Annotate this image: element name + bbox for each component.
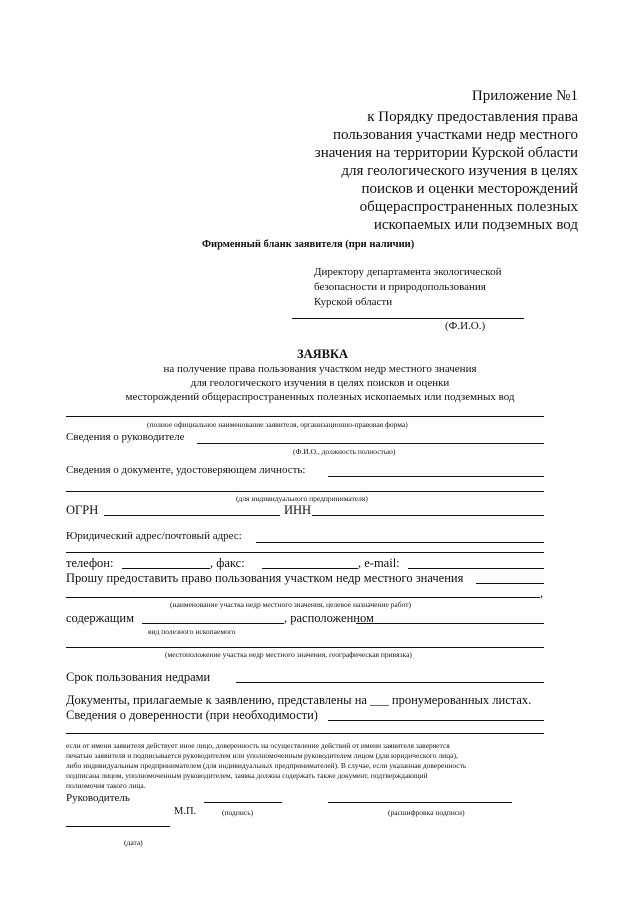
appendix-line: к Порядку предоставления права bbox=[367, 109, 578, 125]
signature-manager-label: Руководитель bbox=[66, 792, 130, 804]
manager-field[interactable] bbox=[197, 443, 544, 444]
documents-text: Документы, прилагаемые к заявлению, представлены на ___ пронумерованных листах. bbox=[66, 693, 532, 707]
appendix-line: ископаемых или подземных вод bbox=[373, 217, 578, 233]
appendix-title: Приложение №1 bbox=[471, 88, 578, 104]
ogrn-field[interactable] bbox=[104, 515, 280, 516]
entrepreneur-caption: (для индивидуального предпринимателя) bbox=[236, 494, 368, 503]
application-title: ЗАЯВКА bbox=[297, 347, 349, 361]
applicant-name-field[interactable] bbox=[66, 416, 544, 417]
proxy-field-2[interactable] bbox=[66, 733, 544, 734]
inn-field[interactable] bbox=[312, 515, 544, 516]
mineral-caption: вид полезного ископаемого bbox=[148, 627, 236, 636]
identity-field-2[interactable] bbox=[66, 491, 544, 492]
signature-decoding-caption: (расшифровка подписи) bbox=[388, 808, 465, 817]
applicant-name-caption: (полное официальное наименование заявителя, организационно-правовая форма) bbox=[147, 420, 408, 429]
identity-field[interactable] bbox=[328, 476, 544, 477]
email-field[interactable] bbox=[408, 568, 544, 569]
appendix-line: общераспространенных полезных bbox=[359, 199, 578, 215]
request-field[interactable] bbox=[476, 583, 544, 584]
application-subtitle-line: месторождений общераспространенных полезных ископаемых или подземных вод bbox=[125, 391, 515, 403]
site-name-caption: (наименование участка недр местного значения, целевое назначение работ) bbox=[170, 600, 411, 609]
addressee-line: Директору департамента экологической bbox=[314, 266, 502, 278]
mineral-field[interactable] bbox=[142, 623, 284, 624]
term-field[interactable] bbox=[236, 682, 544, 683]
signature-field[interactable] bbox=[204, 802, 282, 803]
addressee-line: Курской области bbox=[314, 296, 393, 308]
location-field[interactable] bbox=[66, 647, 544, 648]
addressee-fio-line[interactable] bbox=[292, 318, 524, 319]
address-field-2[interactable] bbox=[66, 552, 544, 553]
ogrn-label: ОГРН bbox=[66, 503, 99, 517]
manager-caption: (Ф.И.О., должность полностью) bbox=[293, 447, 396, 456]
request-label: Прошу предоставить право пользования участком недр местного значения bbox=[66, 571, 464, 585]
fax-field[interactable] bbox=[262, 568, 358, 569]
trailing-comma: , bbox=[540, 586, 544, 600]
term-label: Срок пользования недрами bbox=[66, 670, 211, 684]
footnote-line: полномочия такого лица. bbox=[66, 781, 146, 790]
appendix-line: для геологического изучения в целях bbox=[341, 163, 578, 179]
inn-label: ИНН bbox=[284, 503, 312, 517]
addressee-fio-caption: (Ф.И.О.) bbox=[445, 320, 486, 332]
fax-label: , факс: bbox=[210, 556, 245, 570]
date-field[interactable] bbox=[66, 826, 170, 827]
letterhead-note: Фирменный бланк заявителя (при наличии) bbox=[202, 239, 415, 250]
containing-label: содержащим bbox=[66, 611, 135, 625]
seal-label: М.П. bbox=[174, 806, 197, 817]
addressee-line: безопасности и природопользования bbox=[314, 281, 486, 293]
application-subtitle-line: для геологического изучения в целях поисков и оценки bbox=[190, 377, 450, 389]
located-label: , расположенном bbox=[284, 611, 374, 625]
proxy-field[interactable] bbox=[328, 720, 544, 721]
application-subtitle-line: на получение права пользования участком недр местного значения bbox=[163, 363, 477, 375]
appendix-line: значения на территории Курской области bbox=[314, 145, 578, 161]
email-label: , e-mail: bbox=[358, 556, 400, 570]
appendix-line: поисков и оценки месторождений bbox=[361, 181, 578, 197]
address-field[interactable] bbox=[256, 542, 544, 543]
signature-caption: (подпись) bbox=[222, 808, 254, 817]
location-caption: (местоположение участка недр местного значения, географическая привязка) bbox=[165, 650, 412, 659]
appendix-line: пользования участками недр местного bbox=[332, 127, 578, 143]
phone-label: телефон: bbox=[66, 556, 114, 570]
site-name-field[interactable] bbox=[66, 597, 540, 598]
manager-label: Сведения о руководителе bbox=[66, 431, 185, 443]
signature-decoding-field[interactable] bbox=[328, 802, 512, 803]
proxy-label: Сведения о доверенности (при необходимости) bbox=[66, 708, 318, 722]
footnote-line: подписана лицом, уполномоченным руководителем, заявка должна содержать также документ, подтверждающий bbox=[66, 771, 428, 780]
address-label: Юридический адрес/почтовый адрес: bbox=[66, 530, 242, 542]
footnote-line: либо индивидуальным предпринимателем (для индивидуальных предпринимателей). В случае, если указанная доверенность bbox=[66, 761, 467, 770]
phone-field[interactable] bbox=[122, 568, 210, 569]
footnote-line: если от имени заявителя действует иное лицо, доверенность на осуществление действий от имени заявителя заверяется bbox=[66, 741, 450, 750]
identity-label: Сведения о документе, удостоверяющем личность: bbox=[66, 464, 306, 476]
located-field[interactable] bbox=[356, 623, 544, 624]
footnote-line: печатью заявителя и подписывается руководителем или уполномоченным руководителем лицом (для юридического лица), bbox=[66, 751, 458, 760]
date-caption: (дата) bbox=[124, 838, 143, 847]
